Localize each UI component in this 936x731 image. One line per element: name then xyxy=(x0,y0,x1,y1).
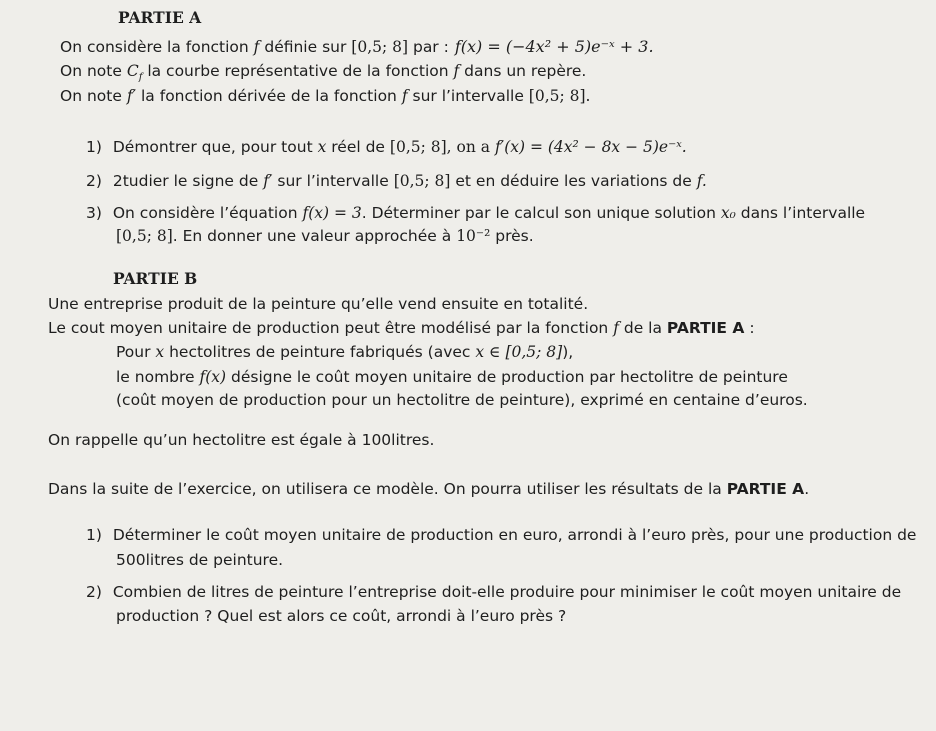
partie-a-intro-line-3 xyxy=(60,86,590,106)
partie-b-title: PARTIE B xyxy=(113,269,198,288)
math-fprime: f′ xyxy=(263,172,273,190)
question-number: 2) xyxy=(86,172,102,190)
partie-a-question-3-line-2 xyxy=(116,226,534,246)
text: Déterminer le coût moyen unitaire de production en euro, arrondi à l’euro près, pour une production de xyxy=(112,526,917,544)
interval: [0,5; 8] xyxy=(116,227,173,245)
bold-ref: PARTIE A xyxy=(726,480,805,498)
text: On note xyxy=(60,62,127,80)
interval: [0,5; 8] xyxy=(351,38,409,56)
partie-b-paragraph-3 xyxy=(116,342,573,362)
text: Pour xyxy=(116,343,156,361)
text: et en déduire les variations de xyxy=(450,172,697,190)
math-f: f xyxy=(453,62,460,80)
formula-f: f(x) = (−4x² + 5)e⁻ˣ + 3. xyxy=(454,37,654,56)
text: ), xyxy=(562,343,574,361)
text: Combien de litres de peinture l’entreprise doit-elle produire pour minimiser le coût moyen unitaire de xyxy=(112,583,902,601)
equation: f(x) = 3 xyxy=(302,204,362,222)
text: Le cout moyen unitaire de production peut être modélisé par la fonction xyxy=(48,319,614,337)
partie-b-question-1-line-2: 500litres de peinture. xyxy=(116,551,284,569)
partie-b-question-1-line-1 xyxy=(86,525,916,545)
text: sur l’intervalle xyxy=(407,87,529,105)
formula-fprime: f′(x) = (4x² − 8x − 5)e⁻ˣ. xyxy=(494,138,687,156)
text: Dans la suite de l’exercice, on utilisera ce modèle. On pourra utiliser les résultats de la xyxy=(48,480,727,498)
text: dans l’intervalle xyxy=(735,204,866,222)
question-number: 1) xyxy=(86,138,102,156)
text: par : xyxy=(408,38,449,56)
math-x: x xyxy=(155,343,165,361)
text: On considère la fonction xyxy=(60,38,254,56)
math-f: f xyxy=(401,87,408,105)
math-cf-sub: f xyxy=(138,72,143,84)
text: : xyxy=(744,319,755,337)
text: de la xyxy=(618,319,667,337)
partie-b-paragraph-2 xyxy=(48,318,755,338)
partie-a-question-2 xyxy=(86,171,707,191)
partie-b-paragraph-4 xyxy=(116,367,788,387)
text: réel de xyxy=(326,138,390,156)
text: désigne le coût moyen unitaire de production par hectolitre de peinture xyxy=(226,368,788,386)
partie-b-paragraph-6: On rappelle qu’un hectolitre est égale à 100litres. xyxy=(48,431,435,449)
text: sur l’intervalle xyxy=(272,172,394,190)
text: dans un repère. xyxy=(459,62,587,80)
text: 2tudier le signe de xyxy=(112,172,264,190)
interval: [0,5; 8] xyxy=(389,138,447,156)
power: 10⁻² xyxy=(456,227,491,245)
partie-b-question-2-line-2: production ? Quel est alors ce coût, arrondi à l’euro près ? xyxy=(116,607,567,625)
partie-b-paragraph-7 xyxy=(48,479,809,499)
text: , on a xyxy=(446,138,495,156)
math-domain: x ∈ [0,5; 8] xyxy=(475,343,563,361)
text: On note xyxy=(60,87,127,105)
question-number: 2) xyxy=(86,583,102,601)
interval: [0,5; 8]. xyxy=(528,87,591,105)
text: définie sur xyxy=(259,38,352,56)
question-number: 3) xyxy=(86,204,102,222)
interval: [0,5; 8] xyxy=(393,172,451,190)
text: . xyxy=(804,480,810,498)
math-f: f xyxy=(253,38,260,56)
math-cf: C xyxy=(126,62,139,80)
partie-a-intro-line-1 xyxy=(60,37,654,57)
text: . Déterminer par le calcul son unique solution xyxy=(361,204,721,222)
math-f: f xyxy=(613,319,619,337)
partie-b-question-2-line-1 xyxy=(86,582,901,602)
text: la courbe représentative de la fonction xyxy=(142,62,454,80)
math-fprime: f′ xyxy=(126,87,137,105)
partie-b-paragraph-1: Une entreprise produit de la peinture qu’elle vend ensuite en totalité. xyxy=(48,295,589,313)
text: On considère l’équation xyxy=(112,204,303,222)
bold-ref: PARTIE A xyxy=(666,319,745,337)
text: . En donner une valeur approchée à xyxy=(172,227,457,245)
partie-a-question-3-line-1 xyxy=(86,203,865,223)
text: le nombre xyxy=(116,368,200,386)
math-x: x xyxy=(317,138,327,156)
partie-b-paragraph-5: (coût moyen de production pour un hectolitre de peinture), exprimé en centaine d’euros. xyxy=(116,391,808,409)
partie-a-intro-line-2 xyxy=(60,61,587,84)
question-number: 1) xyxy=(86,526,102,544)
partie-a-question-1 xyxy=(86,137,687,157)
math-x0: x₀ xyxy=(720,204,736,222)
text: près. xyxy=(490,227,534,245)
partie-a-title: PARTIE A xyxy=(118,8,202,27)
text: hectolitres de peinture fabriqués (avec xyxy=(164,343,476,361)
math-fx: f(x) xyxy=(199,368,227,386)
math-f: f. xyxy=(696,172,707,190)
text: Démontrer que, pour tout xyxy=(112,138,318,156)
text: la fonction dérivée de la fonction xyxy=(136,87,402,105)
